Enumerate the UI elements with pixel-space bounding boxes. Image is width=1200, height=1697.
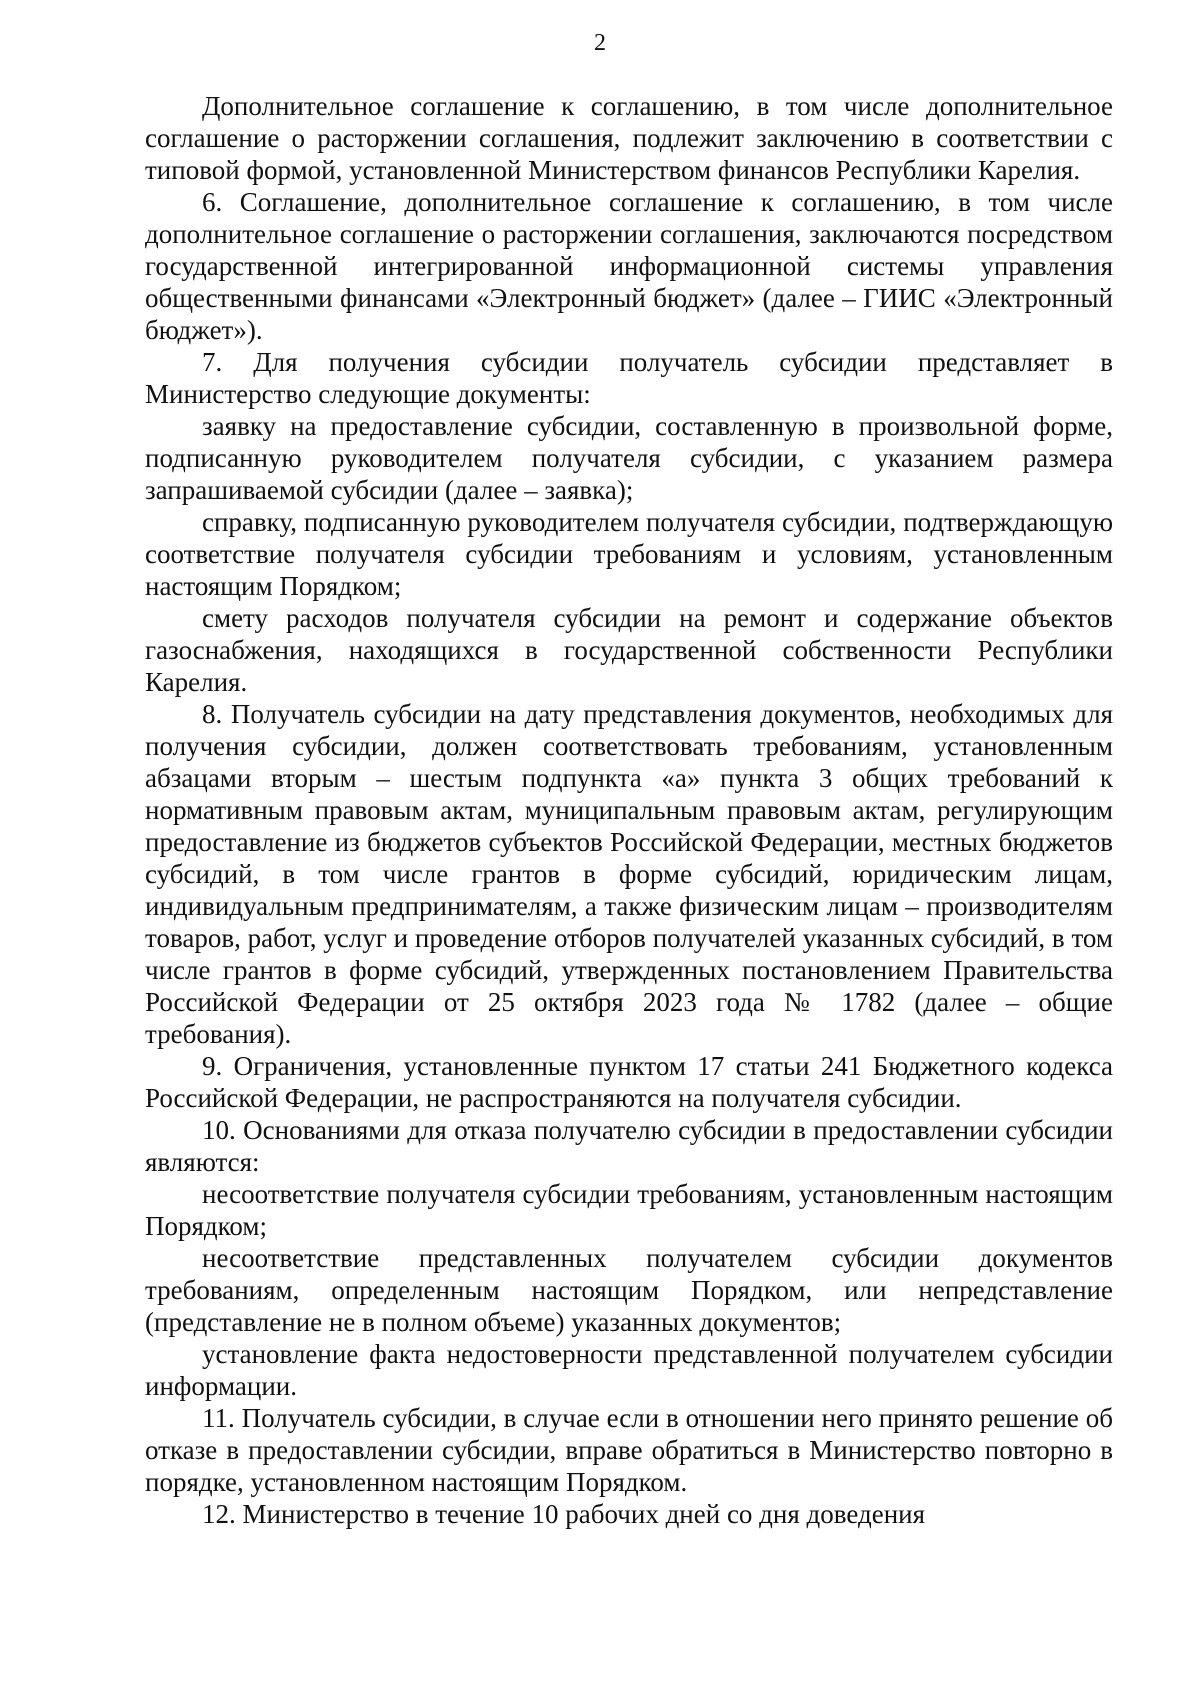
- paragraph: 6. Соглашение, дополнительное соглашение к соглашению, в том числе дополнительное соглашение о расторжении соглашения, заключаются посредством государственной интегрированной информационной системы управления общественными финансами «Электронный бюджет» (далее – ГИИС «Электронный бюджет»).: [145, 187, 1113, 345]
- paragraph: несоответствие получателя субсидии требованиям, установленным настоящим Порядком;: [145, 1179, 1113, 1241]
- paragraph: 8. Получатель субсидии на дату представления документов, необходимых для получения субсидии, должен соответствовать требованиям, установленным абзацами вторым – шестым подпункта «а» пункта 3 общих требований к нормативным правовым актам, муниципальным правовым актам, регулирующим предоставление из бюджетов субъектов Российской Федерации, местных бюджетов субсидий, в том числе грантов в форме субсидий, юридическим лицам, индивидуальным предпринимателям, а также физическим лицам – производителям товаров, работ, услуг и проведение отборов получателей указанных субсидий, в том числе грантов в форме субсидий, утвержденных постановлением Правительства Российской Федерации от 25 октября 2023 года № 1782 (далее – общие требования).: [145, 699, 1113, 1049]
- paragraph: Дополнительное соглашение к соглашению, в том числе дополнительное соглашение о расторжении соглашения, подлежит заключению в соответствии с типовой формой, установленной Министерством финансов Республики Карелия.: [145, 91, 1113, 185]
- paragraph: установление факта недостоверности представленной получателем субсидии информации.: [145, 1339, 1113, 1401]
- paragraph: 12. Министерство в течение 10 рабочих дней со дня доведения: [202, 1499, 926, 1529]
- document-body: [145, 90, 1113, 1530]
- paragraph: 10. Основаниями для отказа получателю субсидии в предоставлении субсидии являются:: [145, 1115, 1113, 1177]
- paragraph: справку, подписанную руководителем получателя субсидии, подтверждающую соответствие получателя субсидии требованиям и условиям, установленным настоящим Порядком;: [145, 507, 1113, 601]
- paragraph: 11. Получатель субсидии, в случае если в отношении него принято решение об отказе в предоставлении субсидии, вправе обратиться в Министерство повторно в порядке, установленном настоящим Порядком.: [145, 1403, 1113, 1497]
- paragraph: 7. Для получения субсидии получатель субсидии представляет в Министерство следующие документы:: [145, 347, 1113, 409]
- paragraph: заявку на предоставление субсидии, составленную в произвольной форме, подписанную руководителем получателя субсидии, с указанием размера запрашиваемой субсидии (далее – заявка);: [145, 411, 1113, 505]
- page-number: 2: [594, 30, 606, 56]
- paragraph: смету расходов получателя субсидии на ремонт и содержание объектов газоснабжения, находящихся в государственной собственности Республики Карелия.: [145, 603, 1113, 697]
- paragraph: 9. Ограничения, установленные пунктом 17 статьи 241 Бюджетного кодекса Российской Федерации, не распространяются на получателя субсидии.: [145, 1051, 1113, 1113]
- paragraph: несоответствие представленных получателем субсидии документов требованиям, определенным настоящим Порядком, или непредставление (представление не в полном объеме) указанных документов;: [145, 1243, 1113, 1337]
